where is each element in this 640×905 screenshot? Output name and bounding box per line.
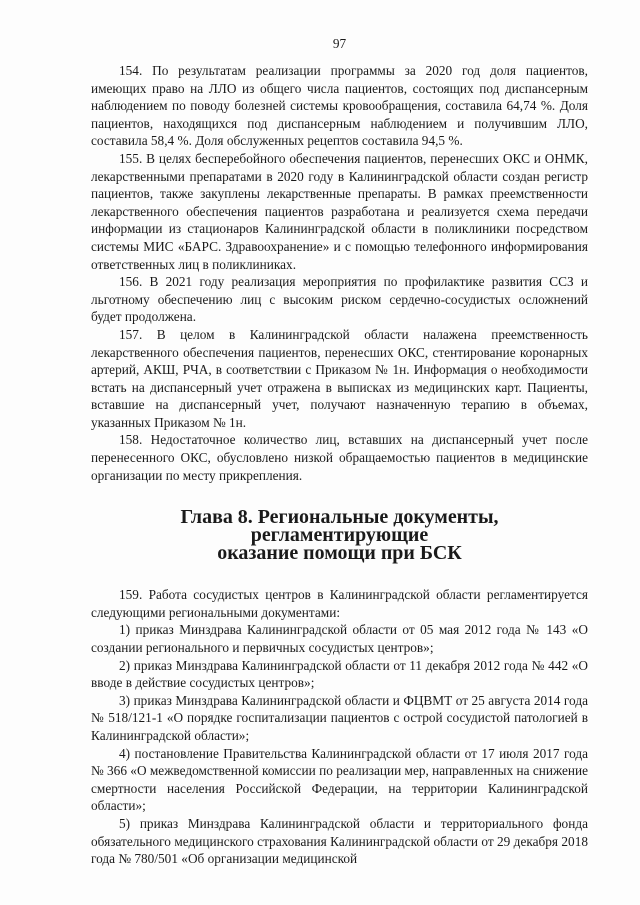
paragraph-155: 155. В целях бесперебойного обеспечения пациентов, перенесших ОКС и ОНМК, лекарственными препаратами в 2020 году в Калининградской области создан регистр пациентов, также закуплены лекарственные препараты. В рамках преемственности лекарственного обеспечения пациентов разработана и реализуется схема передачи информации из стационаров Калининградской области в поликлиники посредством системы МИС «БАРС. Здравоохранение» и с помощью телефонного информирования ответственных лиц в поликлиниках. xyxy=(91,150,588,272)
chapter-heading-line-2: оказание помощи при БСК xyxy=(217,542,462,565)
paragraph-158: 158. Недостаточное количество лиц, вставших на диспансерный учет после перенесенного ОКС, обусловлено низкой обращаемостью пациентов в медицинские организации по месту прикрепления. xyxy=(91,432,588,483)
page-number: 97 xyxy=(332,36,347,51)
list-item-4: 4) постановление Правительства Калининградской области от 17 июля 2017 года № 366 «О межведомственной комиссии по реализации мер, направленных на снижение смертности населения Российской Федерации, на территории Калининградской области»; xyxy=(91,745,588,814)
paragraph-157: 157. В целом в Калининградской области налажена преемственность лекарственного обеспечения пациентов, перенесших ОКС, стентирование коронарных артерий, АКШ, РЧА, в соответствии с Приказом № 1н. Информация о необходимости встать на диспансерный учет отражена в выписках из медицинских карт. Пациенты, вставшие на диспансерный учет, получают назначенную терапию в объемах, указанных Приказом № 1н. xyxy=(91,326,588,430)
paragraph-154: 154. По результатам реализации программы за 2020 год доля пациентов, имеющих право на ЛЛО из общего числа пациентов, состоящих под диспансерным наблюдением по поводу болезней системы кровообращения, составила 64,74 %. Доля пациентов, находящихся под диспансерным наблюдением и получившим ЛЛО, составила 58,4 %. Доля обслуженных рецептов составила 94,5 %. xyxy=(91,63,588,149)
chapter-heading-line-1: Глава 8. Региональные документы, регламентирующие xyxy=(180,506,499,547)
section-top xyxy=(91,62,588,484)
section-bottom xyxy=(91,586,588,868)
list-item-2: 2) приказ Минздрава Калининградской области от 11 декабря 2012 года № 442 «О вводе в действие сосудистых центров»; xyxy=(91,657,588,691)
chapter-heading xyxy=(91,506,588,565)
paragraph-156: 156. В 2021 году реализация мероприятия по профилактике развития ССЗ и льготному обеспечению лиц с высоким риском сердечно-сосудистых осложнений будет продолжена. xyxy=(91,274,588,325)
list-item-1: 1) приказ Минздрава Калининградской области от 05 мая 2012 года № 143 «О создании регионального и первичных сосудистых центров»; xyxy=(91,622,588,656)
list-item-5: 5) приказ Минздрава Калининградской области и территориального фонда обязательного медицинского страхования Калининградской области от 29 декабря 2018 года № 780/501 «Об организации медицинской xyxy=(91,815,588,867)
paragraph-159: 159. Работа сосудистых центров в Калининградской области регламентируется следующими региональными документами: xyxy=(91,587,588,620)
list-item-3: 3) приказ Минздрава Калининградской области и ФЦВМТ от 25 августа 2014 года № 518/121-1 «О порядке госпитализации пациентов с острой сосудистой патологией в Калининградской области»; xyxy=(91,692,588,743)
